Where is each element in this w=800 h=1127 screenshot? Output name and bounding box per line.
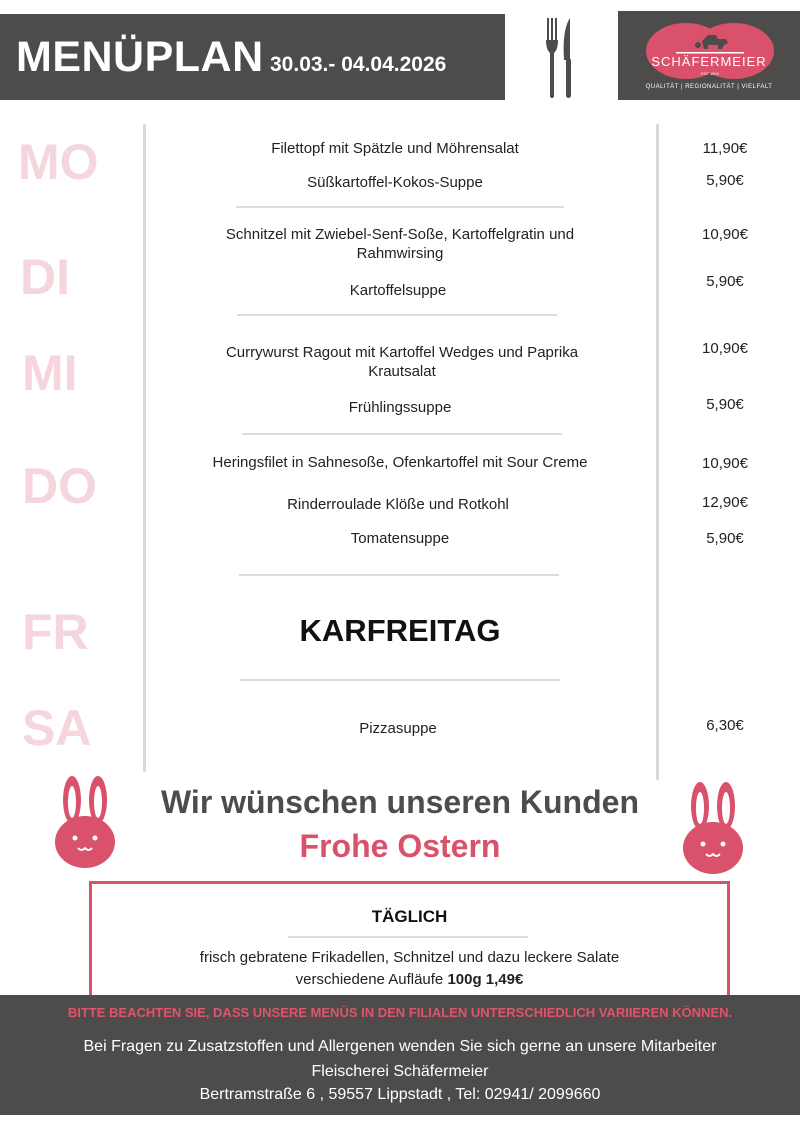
price-mi-2: 5,90€ <box>706 396 744 413</box>
menu-item-mo-2: Süßkartoffel-Kokos-Suppe <box>307 174 483 191</box>
bunny-icon-right <box>678 778 748 878</box>
greeting-line-1: Wir wünschen unseren Kunden <box>161 784 639 820</box>
menu-item-do-2: Rinderroulade Klöße und Rotkohl <box>287 496 509 513</box>
day-label-fr: FR <box>22 604 89 660</box>
day-label-sa: SA <box>22 700 92 756</box>
logo-est: EST 1924 <box>701 71 719 76</box>
menu-item-do-1: Heringsfilet in Sahnesoße, Ofenkartoffel mit Sour Creme <box>212 454 588 471</box>
date-range: 30.03.- 04.04.2026 <box>270 53 447 76</box>
daily-title: TÄGLICH <box>371 907 448 926</box>
price-do-1: 10,90€ <box>702 455 748 472</box>
menu-item-mo-1: Filettopf mit Spätzle und Möhrensalat <box>271 140 519 157</box>
left-divider <box>143 124 146 772</box>
separator-mi <box>242 433 562 435</box>
price-mi-1: 10,90€ <box>702 340 748 357</box>
menu-item-di-2: Kartoffelsuppe <box>349 282 447 299</box>
allergen-info: Bei Fragen zu Zusatzstoffen und Allergenen wenden Sie sich gerne an unsere Mitarbeiter <box>83 1038 717 1055</box>
company-name: Fleischerei Schäfermeier <box>311 1063 489 1080</box>
day-label-di: DI <box>20 249 70 305</box>
separator-di <box>237 314 557 316</box>
daily-separator <box>288 936 528 938</box>
price-mo-1: 11,90€ <box>702 140 748 157</box>
price-di-1: 10,90€ <box>702 226 748 243</box>
separator-mo <box>236 206 564 208</box>
day-label-mi: MI <box>22 345 78 401</box>
daily-line-2-price: 100g 1,49€ <box>447 971 524 988</box>
cutlery-icon <box>540 16 580 102</box>
daily-line-1: frisch gebratene Frikadellen, Schnitzel und dazu leckere Salate <box>199 949 620 966</box>
menu-item-mi-2: Frühlingssuppe <box>348 399 452 416</box>
price-sa-1: 6,30€ <box>706 717 744 734</box>
day-label-mo: MO <box>18 134 99 190</box>
menu-item-mi-1: Currywurst Ragout mit Kartoffel Wedges und Paprika Krautsalat <box>225 344 579 380</box>
footer <box>0 995 800 1115</box>
price-do-3: 5,90€ <box>706 530 744 547</box>
price-di-2: 5,90€ <box>706 273 744 290</box>
menu-item-sa-1: Pizzasuppe <box>359 720 437 737</box>
daily-line-2-text: verschiedene Aufläufe <box>295 971 444 988</box>
menu-item-di-1: Schnitzel mit Zwiebel-Senf-Soße, Kartoffelgratin und Rahmwirsing <box>225 226 575 262</box>
header-banner <box>0 14 505 100</box>
day-label-do: DO <box>22 458 97 514</box>
page-title: MENÜPLAN <box>16 33 264 81</box>
price-mo-2: 5,90€ <box>706 172 744 189</box>
separator-fr <box>240 679 560 681</box>
logo-panel <box>618 11 800 100</box>
price-do-2: 12,90€ <box>702 494 748 511</box>
menu-item-do-3: Tomatensuppe <box>350 530 450 547</box>
menu-variation-notice: BITTE BEACHTEN SIE, DASS UNSERE MENÜS IN DEN FILIALEN UNTERSCHIEDLICH VARIIEREN KÖNNEN. <box>67 1005 733 1020</box>
separator-do <box>239 574 559 576</box>
company-address: Bertramstraße 6 , 59557 Lippstadt , Tel: 02941/ 2099660 <box>199 1086 601 1103</box>
karfreitag-note: KARFREITAG <box>299 613 501 648</box>
schaefermeier-logo <box>646 21 774 81</box>
bunny-icon-left <box>50 772 120 872</box>
greeting-line-2: Frohe Ostern <box>299 828 501 864</box>
right-divider <box>656 124 659 780</box>
logo-tagline: QUALITÄT | REGIONALITÄT | VIELFALT <box>645 84 773 90</box>
daily-line-2 <box>92 970 727 990</box>
logo-name: SCHÄFERMEIER <box>651 54 767 69</box>
